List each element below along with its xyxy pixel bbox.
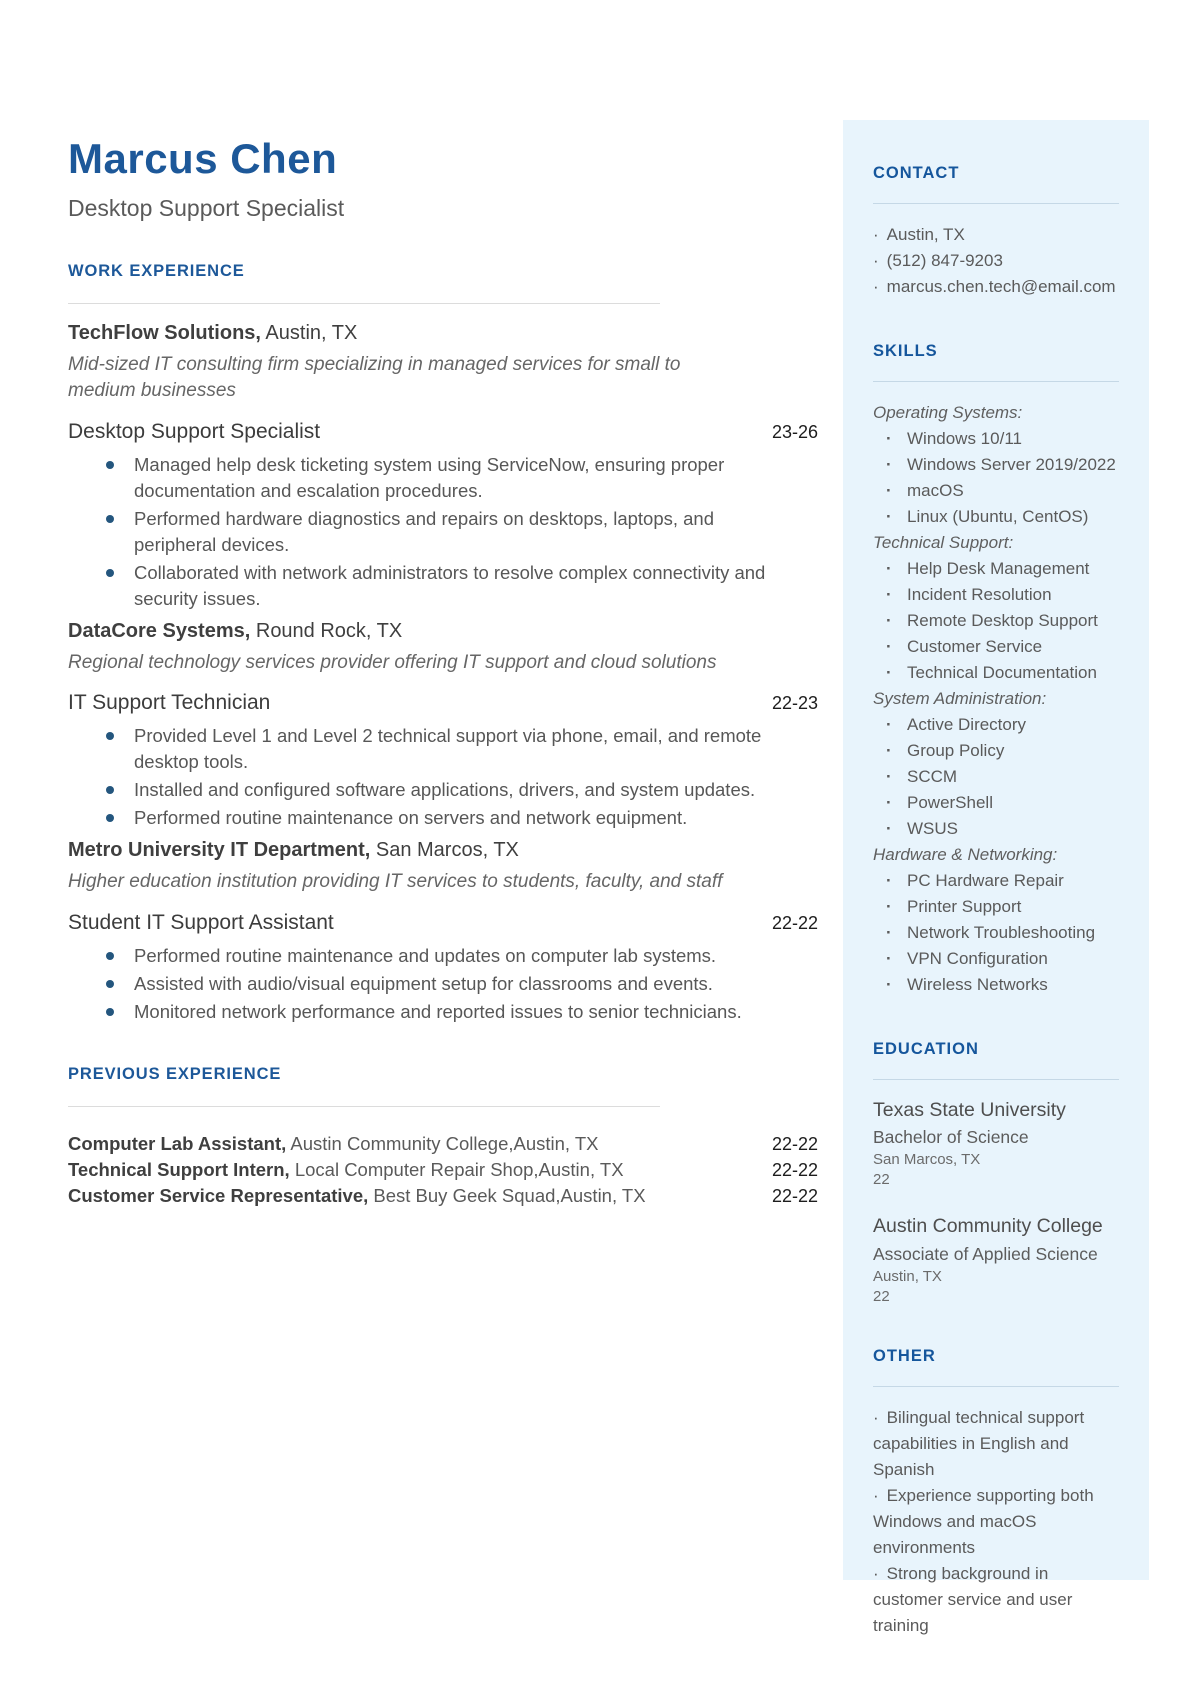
contact-item-email (873, 274, 1119, 300)
school-year: 22 (873, 1171, 890, 1189)
skill-item: · PC Hardware Repair (873, 868, 1119, 894)
bullet-dot: · (873, 225, 879, 244)
company-name: Metro University IT Department, (68, 839, 371, 862)
skill-item: · WSUS (873, 816, 1119, 842)
skill-item: · Network Troubleshooting (873, 920, 1119, 946)
skill-item: · Printer Support (873, 894, 1119, 920)
skill-category: System Administration: (873, 689, 1047, 708)
person-title: Desktop Support Specialist (68, 195, 345, 222)
company-description: Higher education institution providing IT services to students, faculty, and staff (68, 871, 723, 893)
bullet-dot: · (873, 1407, 879, 1427)
job-title: Student IT Support Assistant (68, 910, 334, 934)
skill-item: · Wireless Networks (873, 972, 1119, 998)
job-bullet: Performed hardware diagnostics and repairs on desktops, laptops, and peripheral devices. (68, 506, 768, 558)
other-item (873, 1405, 1119, 1483)
school-location: Austin, TX (873, 1267, 942, 1285)
job-title: Desktop Support Specialist (68, 419, 321, 443)
skill-item: · Help Desk Management (873, 556, 1119, 582)
skill-item: · VPN Configuration (873, 946, 1119, 972)
job-bullet: Performed routine maintenance and updates on computer lab systems. (68, 943, 768, 969)
previous-experience-row (68, 1157, 818, 1183)
company-location: Round Rock, TX (250, 619, 403, 642)
contact-heading: CONTACT (873, 164, 960, 182)
previous-experience-row (68, 1131, 818, 1157)
bullet-dot: · (873, 277, 879, 296)
other-item (873, 1561, 1119, 1639)
education-heading: EDUCATION (873, 1040, 979, 1058)
job-bullet: Managed help desk ticketing system using ServiceNow, ensuring proper documentation and escalation procedures. (68, 452, 768, 504)
previous-role-title: Customer Service Representative, (68, 1184, 369, 1206)
job-bullet: Collaborated with network administrators to resolve complex connectivity and security issues. (68, 560, 768, 612)
other-section (873, 1347, 1119, 1639)
other-item (873, 1483, 1119, 1561)
education-entry (873, 1214, 1119, 1304)
divider (873, 203, 1119, 204)
divider (873, 1386, 1119, 1387)
divider (873, 1079, 1119, 1080)
contact-email-text: marcus.chen.tech@email.com (886, 277, 1116, 296)
education-entry (873, 1098, 1119, 1188)
skill-item: · Active Directory (873, 712, 1119, 738)
work-experience-heading: WORK EXPERIENCE (68, 262, 245, 281)
other-item-text: Bilingual technical support capabilities in English and Spanish (873, 1407, 1085, 1479)
bullet-dot: · (873, 1485, 879, 1505)
skill-item: · macOS (873, 478, 1119, 504)
previous-role-dates: 22-22 (771, 1159, 818, 1180)
previous-experience-heading: PREVIOUS EXPERIENCE (68, 1064, 282, 1083)
school-location: San Marcos, TX (873, 1151, 981, 1169)
contact-item-phone (873, 248, 1119, 274)
company-name: DataCore Systems, (68, 619, 251, 642)
previous-role-detail: Austin Community College,Austin, TX (286, 1132, 599, 1154)
previous-role-detail: Local Computer Repair Shop,Austin, TX (289, 1158, 624, 1180)
job-bullet: Assisted with audio/visual equipment setup for classrooms and events. (68, 971, 768, 997)
company-location: San Marcos, TX (370, 839, 519, 862)
previous-role-title: Computer Lab Assistant, (68, 1132, 287, 1154)
company-line (68, 322, 818, 345)
job-dates: 22-23 (771, 693, 818, 714)
skill-item: · Incident Resolution (873, 582, 1119, 608)
job-dates: 22-22 (771, 912, 818, 933)
previous-role (68, 1183, 646, 1209)
skill-category: Hardware & Networking: (873, 845, 1058, 864)
company-line (68, 839, 818, 862)
previous-experience-list (68, 1131, 818, 1209)
skills-heading: SKILLS (873, 342, 938, 360)
person-name: Marcus Chen (68, 135, 338, 182)
skill-item: · Windows 10/11 (873, 426, 1119, 452)
job-title-row (68, 691, 818, 715)
skill-item: · PowerShell (873, 790, 1119, 816)
job-bullet: Monitored network performance and reported issues to senior technicians. (68, 999, 768, 1025)
job-title-row (68, 911, 818, 935)
company-name: TechFlow Solutions, (68, 322, 261, 345)
skill-item: · Remote Desktop Support (873, 608, 1119, 634)
contact-section (873, 164, 1119, 300)
school-name: Austin Community College (873, 1215, 1103, 1238)
job-entry (68, 620, 818, 832)
school-year: 22 (873, 1287, 890, 1305)
contact-location-text: Austin, TX (886, 225, 965, 244)
skill-item: · SCCM (873, 764, 1119, 790)
school-degree: Bachelor of Science (873, 1127, 1029, 1148)
sidebar (843, 120, 1149, 1635)
school-degree: Associate of Applied Science (873, 1243, 1098, 1264)
previous-role-dates: 22-22 (771, 1185, 818, 1206)
divider (68, 1106, 660, 1107)
skill-item: · Linux (Ubuntu, CentOS) (873, 504, 1119, 530)
previous-role (68, 1131, 599, 1157)
other-item-text: Strong background in customer service and user training (873, 1563, 1073, 1635)
job-bullet: Provided Level 1 and Level 2 technical support via phone, email, and remote desktop tools. (68, 723, 768, 775)
company-description: Mid-sized IT consulting firm specializing in managed services for small to medium businesses (68, 354, 681, 401)
skill-item: · Group Policy (873, 738, 1119, 764)
skill-item: · Technical Documentation (873, 660, 1119, 686)
job-dates: 23-26 (771, 421, 818, 442)
previous-experience-row (68, 1183, 818, 1209)
other-heading: OTHER (873, 1346, 936, 1365)
previous-role-detail: Best Buy Geek Squad,Austin, TX (368, 1184, 646, 1206)
education-section (873, 1040, 1119, 1305)
job-bullet: Installed and configured software applications, drivers, and system updates. (68, 777, 768, 803)
bullet-dot: · (873, 1563, 879, 1583)
previous-role (68, 1157, 624, 1183)
skill-item: · Windows Server 2019/2022 (873, 452, 1119, 478)
skill-category: Technical Support: (873, 533, 1014, 552)
skills-section (873, 342, 1119, 998)
bullet-dot: · (873, 251, 879, 270)
job-entry (68, 322, 818, 611)
skill-item: · Customer Service (873, 634, 1119, 660)
contact-item-location (873, 222, 1119, 248)
job-bullet-list (68, 452, 818, 612)
contact-phone-text: (512) 847-9203 (886, 251, 1003, 270)
job-title: IT Support Technician (68, 691, 271, 715)
divider (68, 303, 660, 304)
other-item-text: Experience supporting both Windows and macOS environments (873, 1485, 1094, 1557)
job-bullet-list (68, 723, 818, 831)
company-location: Austin, TX (260, 322, 358, 345)
company-description: Regional technology services provider offering IT support and cloud solutions (68, 651, 717, 673)
school-name: Texas State University (873, 1099, 1066, 1121)
main-column (68, 135, 818, 1209)
previous-role-dates: 22-22 (771, 1133, 818, 1154)
company-line (68, 620, 818, 643)
divider (873, 381, 1119, 382)
skill-category: Operating Systems: (873, 403, 1023, 422)
job-title-row (68, 420, 818, 444)
job-entry (68, 839, 818, 1025)
previous-role-title: Technical Support Intern, (68, 1158, 290, 1180)
job-bullet-list (68, 943, 818, 1025)
job-bullet: Performed routine maintenance on servers and network equipment. (68, 805, 768, 831)
